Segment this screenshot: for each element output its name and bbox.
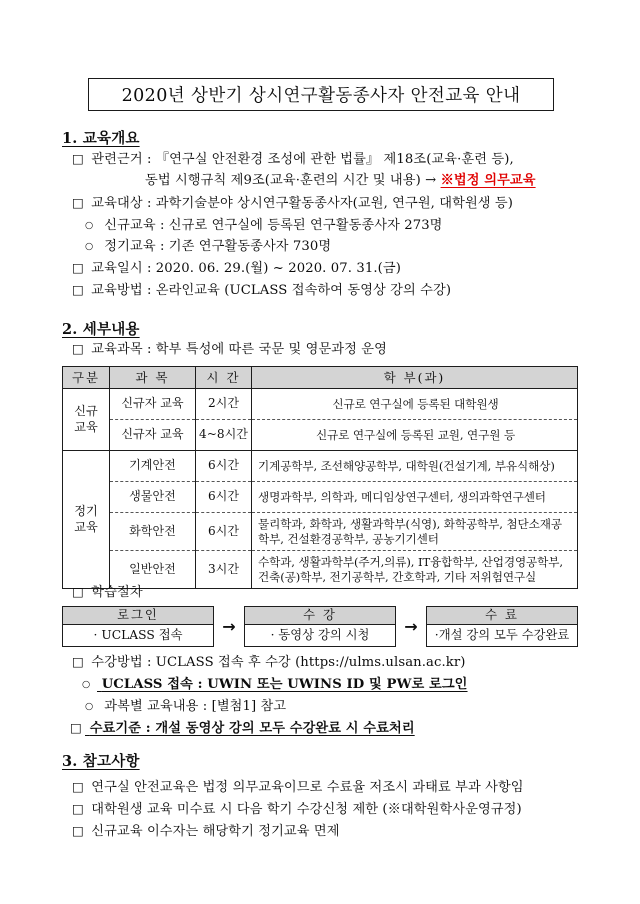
flow-step-login bbox=[62, 606, 214, 647]
table-row bbox=[63, 482, 578, 513]
cell-hours: 6시간 bbox=[196, 451, 252, 482]
cell-subject: 신규자 교육 bbox=[110, 420, 196, 451]
curriculum-table bbox=[62, 366, 578, 589]
flow-step-complete-body: ·개설 강의 모두 수강완료 bbox=[434, 628, 570, 642]
document-title-box bbox=[88, 78, 554, 111]
table-header-row bbox=[63, 367, 578, 389]
flow-arrow-2-icon: → bbox=[404, 617, 418, 636]
flow-step-complete-title: 수 료 bbox=[427, 607, 577, 625]
education-subject-text: 교육과목 : 학부 특성에 따른 국문 및 영문과정 운영 bbox=[91, 342, 387, 357]
group-label-line2: 교육 bbox=[74, 419, 98, 434]
uclass-access-text: UCLASS 접속 : UWIN 또는 UWINS ID 및 PW로 로그인 bbox=[101, 677, 468, 692]
cell-dept: 생명과학부, 의학과, 메디임상연구센터, 생의과학연구센터 bbox=[252, 482, 578, 513]
education-method-text: 교육방법 : 온라인교육 (UCLASS 접속하여 동영상 강의 수강) bbox=[91, 283, 452, 298]
note-line-1 bbox=[72, 780, 524, 795]
section-3-heading: 3. 참고사항 bbox=[62, 753, 140, 770]
cell-dept: 신규로 연구실에 등록된 교원, 연구원 등 bbox=[252, 420, 578, 451]
new-education-line bbox=[85, 218, 443, 233]
table-row bbox=[63, 551, 578, 589]
cell-hours: 2시간 bbox=[196, 389, 252, 420]
table-row bbox=[63, 451, 578, 482]
legal-basis-line-2 bbox=[145, 173, 536, 188]
flow-step-login-title: 로그인 bbox=[63, 607, 213, 625]
regular-education-text: 정기교육 : 기존 연구활동종사자 730명 bbox=[104, 239, 332, 254]
table-row bbox=[63, 513, 578, 551]
group-label-line1: 신규 bbox=[74, 403, 98, 418]
cell-dept: 물리학과, 화학과, 생활과학부(식영), 화학공학부, 첨단소재공학부, 건설환경공학부, 공농기기센터 bbox=[252, 513, 578, 551]
cell-dept: 신규로 연구실에 등록된 대학원생 bbox=[252, 389, 578, 420]
section-1-heading: 1. 교육개요 bbox=[62, 130, 140, 147]
howto-line bbox=[72, 655, 466, 670]
note-text-1: 연구실 안전교육은 법정 의무교육이므로 수료율 저조시 과태료 부과 사항임 bbox=[91, 780, 524, 795]
cell-hours: 6시간 bbox=[196, 513, 252, 551]
legal-basis-line-1 bbox=[72, 152, 514, 167]
learning-flow-chart bbox=[62, 606, 578, 647]
flow-step-attend-title: 수 강 bbox=[245, 607, 395, 625]
cell-dept: 기계공학부, 조선해양공학부, 대학원(건설기계, 부유식해상) bbox=[252, 451, 578, 482]
col-header-hours: 시 간 bbox=[196, 367, 252, 389]
cell-subject: 기계안전 bbox=[110, 451, 196, 482]
education-date-line bbox=[72, 261, 401, 276]
cell-subject: 생물안전 bbox=[110, 482, 196, 513]
col-header-group: 구분 bbox=[63, 367, 110, 389]
flow-step-attend-body: · 동영상 강의 시청 bbox=[270, 628, 370, 642]
section-2-heading: 2. 세부내용 bbox=[62, 321, 140, 338]
education-target-text: 교육대상 : 과학기술분야 상시연구활동종사자(교원, 연구원, 대학원생 등) bbox=[91, 196, 513, 211]
flow-step-attend bbox=[244, 606, 396, 647]
flow-step-login-body: · UCLASS 접속 bbox=[93, 628, 183, 642]
mandatory-education-badge: ※법정 의무교육 bbox=[440, 173, 536, 188]
col-header-subject: 과 목 bbox=[110, 367, 196, 389]
cell-group-regular bbox=[63, 451, 110, 589]
cell-hours: 6시간 bbox=[196, 482, 252, 513]
note-line-2 bbox=[72, 802, 522, 817]
learning-procedure-text: 학습절차 bbox=[91, 585, 143, 600]
cell-hours: 4~8시간 bbox=[196, 420, 252, 451]
cell-subject: 화학안전 bbox=[110, 513, 196, 551]
howto-text: 수강방법 : UCLASS 접속 후 수강 (https://ulms.ulsan.ac.kr) bbox=[91, 655, 466, 670]
subject-content-line bbox=[85, 699, 286, 714]
education-method-line bbox=[72, 283, 451, 298]
flow-step-complete bbox=[426, 606, 578, 647]
regular-education-line bbox=[85, 239, 331, 254]
note-text-3: 신규교육 이수자는 해당학기 정기교육 면제 bbox=[91, 824, 340, 839]
completion-criteria-text: 수료기준 : 개설 동영상 강의 모두 수강완료 시 수료처리 bbox=[89, 721, 415, 736]
note-text-2: 대학원생 교육 미수료 시 다음 학기 수강신청 제한 (※대학원학사운영규정) bbox=[91, 802, 522, 817]
group-label-line2: 교육 bbox=[74, 519, 98, 534]
education-target-line bbox=[72, 196, 513, 211]
education-subject-line bbox=[72, 342, 387, 357]
legal-basis-cont-text: 동법 시행규칙 제9조(교육·훈련의 시간 및 내용) → bbox=[145, 173, 437, 188]
cell-dept: 수학과, 생활과학부(주거,의류), IT융합학부, 산업경영공학부, 건축(공)학부, 전기공학부, 간호학과, 기타 저위험연구실 bbox=[252, 551, 578, 589]
cell-group-new bbox=[63, 389, 110, 451]
cell-hours: 3시간 bbox=[196, 551, 252, 589]
cell-subject: 일반안전 bbox=[110, 551, 196, 589]
group-label-line1: 정기 bbox=[74, 503, 98, 518]
education-date-text: 교육일시 : 2020. 06. 29.(월) ~ 2020. 07. 31.(금) bbox=[91, 261, 401, 276]
learning-procedure-label bbox=[72, 585, 143, 600]
cell-subject: 신규자 교육 bbox=[110, 389, 196, 420]
flow-arrow-1-icon: → bbox=[222, 617, 236, 636]
uclass-access-line bbox=[82, 677, 468, 692]
note-line-3 bbox=[72, 824, 340, 839]
table-row bbox=[63, 389, 578, 420]
completion-criteria-line bbox=[70, 721, 415, 736]
table-row bbox=[63, 420, 578, 451]
subject-content-text: 과복별 교육내용 : [별첨1] 참고 bbox=[104, 699, 287, 714]
page-title: 2020년 상반기 상시연구활동종사자 안전교육 안내 bbox=[121, 86, 521, 106]
new-education-text: 신규교육 : 신규로 연구실에 등록된 연구활동종사자 273명 bbox=[104, 218, 443, 233]
legal-basis-text: 관련근거 : 『연구실 안전환경 조성에 관한 법률』 제18조(교육·훈련 등), bbox=[91, 152, 514, 167]
col-header-dept: 학 부(과) bbox=[252, 367, 578, 389]
